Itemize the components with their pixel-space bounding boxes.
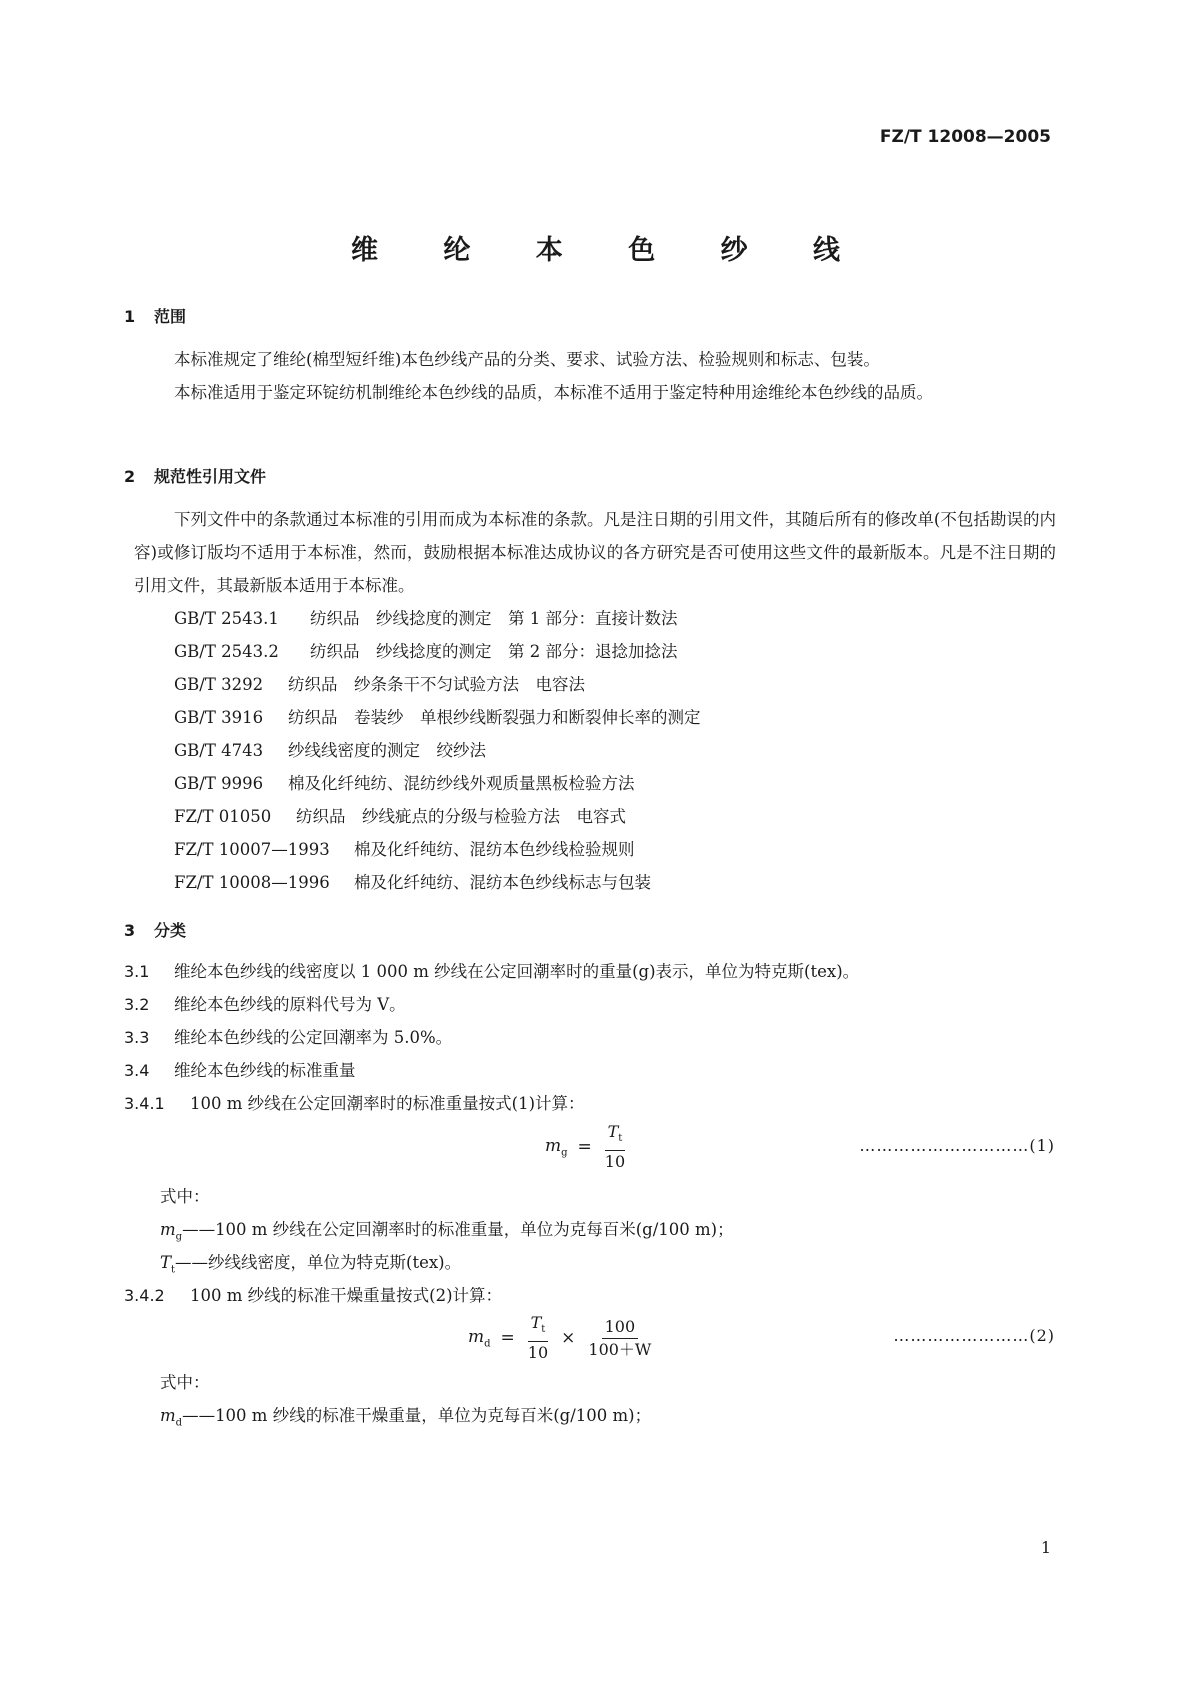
clause — [124, 1021, 452, 1054]
reference-item — [174, 734, 486, 767]
reference-code: GB/T 2543.1 — [174, 609, 279, 628]
clause-number: 3.2 — [124, 995, 150, 1014]
denominator: 100＋W — [588, 1339, 652, 1359]
reference-item — [174, 800, 626, 833]
reference-code: FZ/T 10008—1996 — [174, 873, 330, 892]
symbol-definition — [160, 1399, 651, 1439]
clause-number: 3.1 — [124, 962, 150, 981]
standard-code: FZ/T 12008—2005 — [879, 127, 1051, 147]
page-number: 1 — [1040, 1538, 1051, 1557]
reference-item — [174, 602, 678, 635]
reference-item — [174, 767, 635, 800]
numerator: $T_t$ — [605, 1122, 626, 1151]
clause-number: 3.4.1 — [124, 1094, 165, 1113]
reference-title: 棉及化纤纯纺、混纺本色纱线检验规则 — [354, 840, 635, 859]
equals-sign: = — [577, 1137, 592, 1158]
reference-code: GB/T 3292 — [174, 675, 264, 694]
clause — [124, 955, 859, 988]
reference-item — [174, 635, 678, 668]
reference-title: 棉及化纤纯纺、混纺纱线外观质量黑板检验方法 — [288, 774, 635, 793]
clause — [124, 1279, 502, 1312]
denominator: 10 — [604, 1152, 626, 1172]
clause-text: 100 m 纱线的标准干燥重量按式(2)计算： — [190, 1286, 503, 1305]
section-title: 规范性引用文件 — [154, 467, 267, 486]
times-sign: × — [561, 1328, 576, 1349]
reference-title: 棉及化纤纯纺、混纺本色纱线标志与包装 — [354, 873, 651, 892]
equation-number: ……………………(2) — [893, 1326, 1055, 1345]
section-title: 分类 — [154, 921, 187, 940]
definition-text: ——100 m 纱线在公定回潮率时的标准重量，单位为克每百米(g/100 m)； — [182, 1220, 734, 1239]
clause — [124, 1087, 585, 1120]
section-number: 3 — [124, 921, 136, 940]
formula-lhs: $m_g$ — [545, 1135, 568, 1159]
numerator: 100 — [602, 1317, 639, 1339]
reference-code: GB/T 2543.2 — [174, 642, 279, 661]
section-title: 范围 — [154, 307, 187, 326]
symbol: $m_g$ — [160, 1220, 183, 1243]
definition-text: ——100 m 纱线的标准干燥重量，单位为克每百米(g/100 m)； — [182, 1406, 652, 1425]
clause-text: 维纶本色纱线的线密度以 1 000 m 纱线在公定回潮率时的重量(g)表示，单位为特克斯(tex)。 — [174, 962, 860, 981]
reference-code: GB/T 3916 — [174, 708, 264, 727]
clause-number: 3.4 — [124, 1061, 150, 1080]
formula-1 — [545, 1122, 628, 1172]
clause-text: 维纶本色纱线的标准重量 — [174, 1061, 356, 1080]
paragraph: 本标准规定了维纶(棉型短纤维)本色纱线产品的分类、要求、试验方法、检验规则和标志、包装。 — [174, 350, 880, 369]
definition-text: ——纱线线密度，单位为特克斯(tex)。 — [175, 1253, 462, 1272]
section-number: 2 — [124, 467, 136, 486]
section-1-heading — [124, 304, 186, 327]
fraction — [602, 1122, 628, 1172]
reference-code: FZ/T 01050 — [174, 807, 272, 826]
symbol: $T_t$ — [160, 1253, 176, 1276]
reference-title: 纺织品 卷装纱 单根纱线断裂强力和断裂伸长率的测定 — [288, 708, 701, 727]
reference-title: 纺织品 纱线捻度的测定 第 2 部分：退捻加捻法 — [310, 642, 678, 661]
fraction — [585, 1317, 654, 1360]
numerator: $T_t$ — [528, 1313, 549, 1342]
reference-item — [174, 701, 701, 734]
formula-2 — [468, 1313, 654, 1363]
fraction — [525, 1313, 551, 1363]
reference-item — [174, 668, 585, 701]
reference-title: 纺织品 纱线捻度的测定 第 1 部分：直接计数法 — [310, 609, 678, 628]
clause-text: 维纶本色纱线的公定回潮率为 5.0%。 — [174, 1028, 453, 1047]
document-title: 维 纶 本 色 纱 线 — [351, 235, 868, 266]
reference-title: 纺织品 纱线疵点的分级与检验方法 电容式 — [296, 807, 626, 826]
equation-number: …………………………(1) — [859, 1136, 1055, 1155]
reference-title: 纺织品 纱条条干不匀试验方法 电容法 — [288, 675, 585, 694]
section-number: 1 — [124, 307, 136, 326]
paragraph: 下列文件中的条款通过本标准的引用而成为本标准的条款。凡是注日期的引用文件，其随后所有的修改单(不包括勘误的内容)或修订版均不适用于本标准，然而，鼓励根据本标准达成协议的各方研究是否可使用这些文件的最新版本。凡是不注日期的引用文件，其最新版本适用于本标准。 — [134, 510, 1056, 595]
section-3-heading — [124, 918, 186, 941]
reference-code: FZ/T 10007—1993 — [174, 840, 330, 859]
clause — [124, 1054, 356, 1087]
where-label: 式中： — [160, 1373, 210, 1392]
clause-text: 100 m 纱线在公定回潮率时的标准重量按式(1)计算： — [190, 1094, 585, 1113]
denominator: 10 — [527, 1343, 549, 1363]
clause-text: 维纶本色纱线的原料代号为 V。 — [174, 995, 406, 1014]
clause-number: 3.3 — [124, 1028, 150, 1047]
formula-lhs: $m_d$ — [468, 1326, 491, 1350]
paragraph: 本标准适用于鉴定环锭纺机制维纶本色纱线的品质，本标准不适用于鉴定特种用途维纶本色纱线的品质。 — [174, 383, 933, 402]
section-2-heading — [124, 464, 266, 487]
symbol: $m_d$ — [160, 1406, 183, 1429]
reference-item — [174, 866, 651, 899]
reference-code: GB/T 9996 — [174, 774, 264, 793]
clause — [124, 988, 406, 1021]
where-label: 式中： — [160, 1187, 210, 1206]
clause-number: 3.4.2 — [124, 1286, 165, 1305]
reference-title: 纱线线密度的测定 绞纱法 — [288, 741, 486, 760]
reference-item — [174, 833, 635, 866]
equals-sign: = — [500, 1328, 515, 1349]
reference-code: GB/T 4743 — [174, 741, 264, 760]
